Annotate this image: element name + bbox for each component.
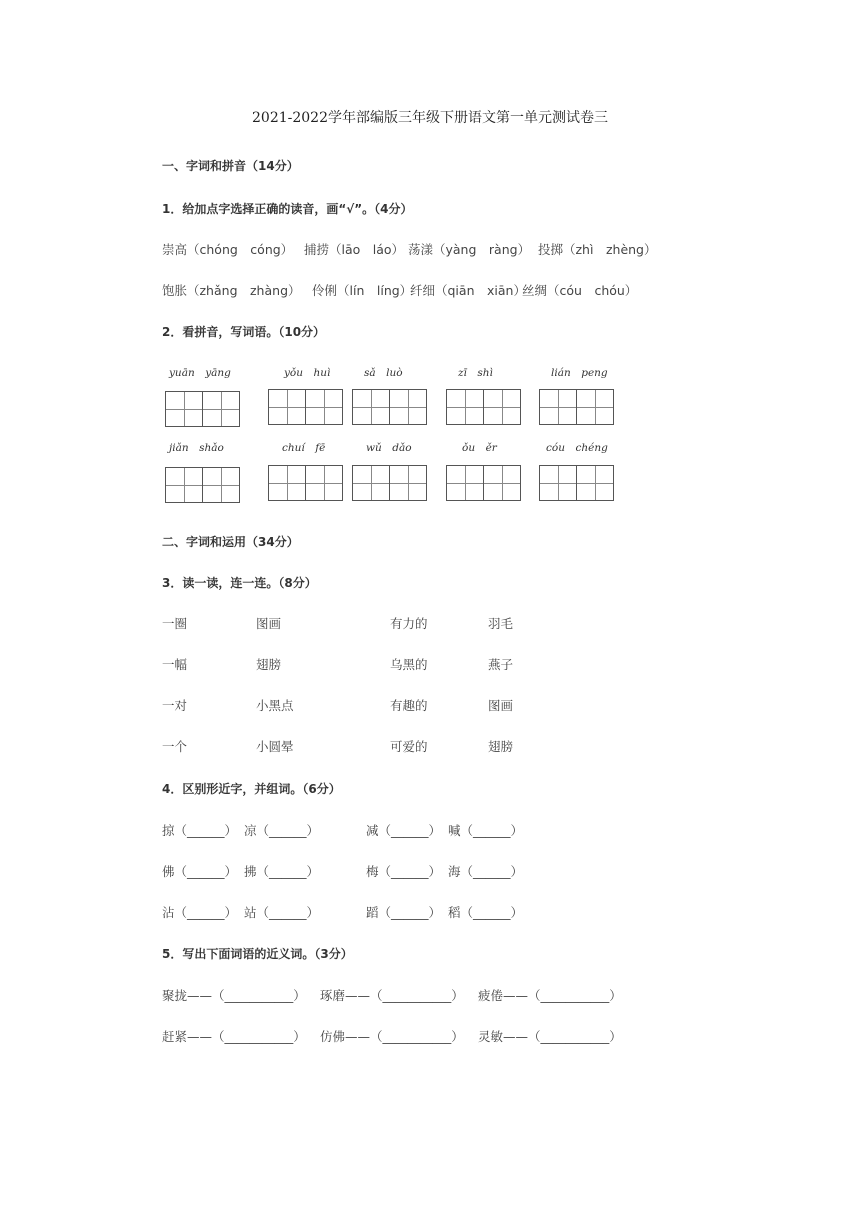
match-item: 一圈: [162, 616, 188, 631]
synonym-blank[interactable]: 灵敏——（___________）: [478, 1029, 622, 1044]
q1-item: 崇高（chóng cóng）: [162, 242, 294, 257]
writing-grid[interactable]: [446, 389, 521, 425]
match-item: 羽毛: [488, 616, 514, 631]
pinyin-label: yǒu huì: [284, 367, 331, 379]
match-item: 可爱的: [390, 739, 428, 754]
q1-item: 纤细（qiān xiān）: [410, 283, 526, 298]
synonym-blank[interactable]: 赶紧——（___________）: [162, 1029, 306, 1044]
section-2-heading: 二、字词和运用（34分）: [162, 535, 299, 549]
writing-grid[interactable]: [268, 465, 343, 501]
char-blank[interactable]: 拂（______）: [244, 864, 320, 879]
writing-grid[interactable]: [165, 391, 240, 427]
q1-item: 丝绸（cóu chóu）: [522, 283, 638, 298]
writing-grid[interactable]: [539, 465, 614, 501]
char-blank[interactable]: 站（______）: [244, 905, 320, 920]
question-5-heading: 5．写出下面词语的近义词。（3分）: [162, 947, 353, 961]
match-item: 有力的: [390, 616, 428, 631]
writing-grid[interactable]: [446, 465, 521, 501]
page-title: 2021-2022学年部编版三年级下册语文第一单元测试卷三: [252, 110, 608, 126]
match-item: 翅膀: [256, 657, 282, 672]
q1-item: 投掷（zhì zhèng）: [538, 242, 657, 257]
match-item: 一幅: [162, 657, 188, 672]
writing-grid[interactable]: [165, 467, 240, 503]
synonym-blank[interactable]: 聚拢——（___________）: [162, 988, 306, 1003]
char-blank[interactable]: 稻（______）: [448, 905, 524, 920]
section-1-heading: 一、字词和拼音（14分）: [162, 159, 299, 173]
pinyin-label: chuí fē: [282, 442, 326, 454]
synonym-blank[interactable]: 疲倦——（___________）: [478, 988, 622, 1003]
match-item: 一对: [162, 698, 188, 713]
question-1-heading: 1．给加点字选择正确的读音，画“√”。（4分）: [162, 202, 413, 216]
char-blank[interactable]: 凉（______）: [244, 823, 320, 838]
match-item: 有趣的: [390, 698, 428, 713]
synonym-blank[interactable]: 仿佛——（___________）: [320, 1029, 464, 1044]
pinyin-label: jiǎn shǎo: [169, 442, 224, 454]
char-blank[interactable]: 掠（______）: [162, 823, 238, 838]
pinyin-label: zī shì: [458, 367, 493, 379]
match-item: 乌黑的: [390, 657, 428, 672]
char-blank[interactable]: 海（______）: [448, 864, 524, 879]
pinyin-label: yuān yāng: [169, 367, 231, 379]
q1-item: 荡漾（yàng ràng）: [408, 242, 531, 257]
char-blank[interactable]: 沾（______）: [162, 905, 238, 920]
q1-item: 捕捞（lāo láo）: [304, 242, 405, 257]
char-blank[interactable]: 蹈（______）: [366, 905, 442, 920]
pinyin-label: sǎ luò: [364, 367, 403, 379]
match-item: 小黑点: [256, 698, 294, 713]
pinyin-label: cóu chéng: [546, 442, 608, 454]
synonym-blank[interactable]: 琢磨——（___________）: [320, 988, 464, 1003]
match-item: 小圆晕: [256, 739, 294, 754]
match-item: 一个: [162, 739, 188, 754]
writing-grid[interactable]: [539, 389, 614, 425]
match-item: 图画: [256, 616, 282, 631]
question-2-heading: 2．看拼音，写词语。（10分）: [162, 325, 326, 339]
pinyin-label: lián peng: [551, 367, 608, 379]
match-item: 燕子: [488, 657, 514, 672]
char-blank[interactable]: 梅（______）: [366, 864, 442, 879]
char-blank[interactable]: 减（______）: [366, 823, 442, 838]
pinyin-label: wǔ dǎo: [366, 442, 412, 454]
question-4-heading: 4．区别形近字，并组词。（6分）: [162, 782, 341, 796]
char-blank[interactable]: 喊（______）: [448, 823, 524, 838]
match-item: 翅膀: [488, 739, 514, 754]
char-blank[interactable]: 佛（______）: [162, 864, 238, 879]
match-item: 图画: [488, 698, 514, 713]
pinyin-label: ǒu ěr: [462, 442, 497, 454]
writing-grid[interactable]: [268, 389, 343, 425]
question-3-heading: 3．读一读，连一连。（8分）: [162, 576, 317, 590]
q1-item: 伶俐（lín líng）: [312, 283, 413, 298]
writing-grid[interactable]: [352, 389, 427, 425]
writing-grid[interactable]: [352, 465, 427, 501]
q1-item: 饱胀（zhǎng zhàng）: [162, 283, 301, 298]
